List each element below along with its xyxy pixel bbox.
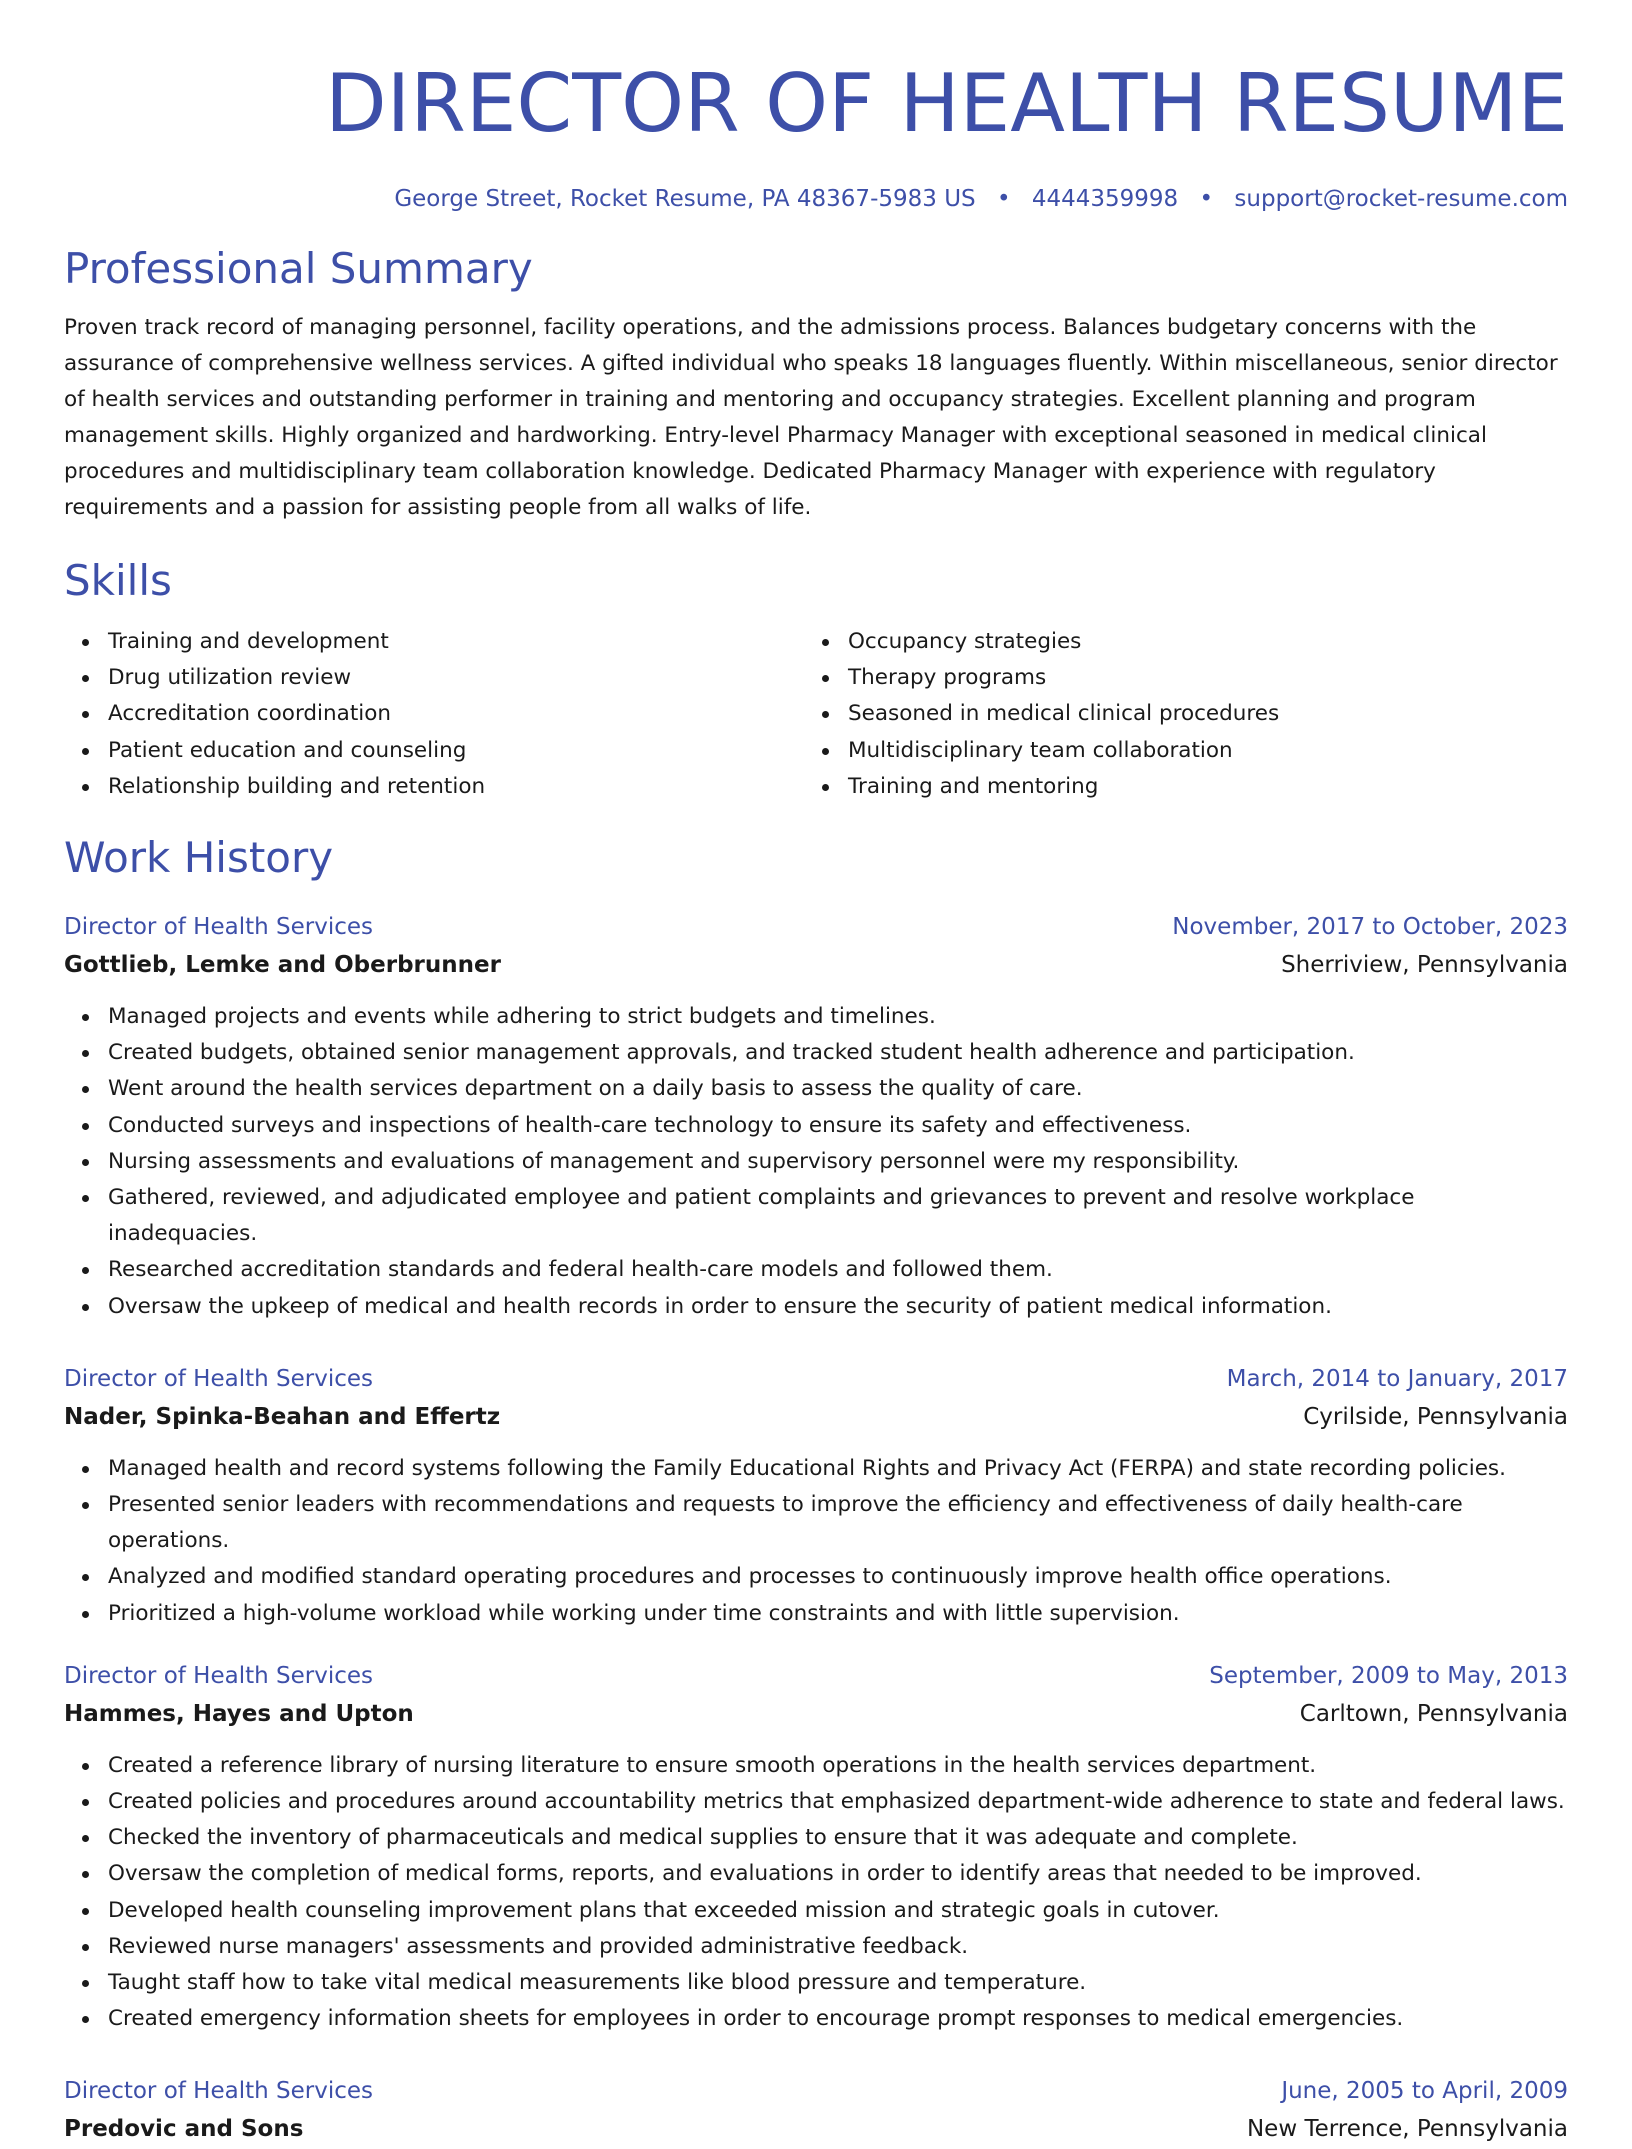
skill-item: Training and development xyxy=(108,624,804,660)
skills-column-right xyxy=(804,624,1544,805)
job-entry xyxy=(64,1658,1568,2038)
job-title: Director of Health Services xyxy=(64,2078,374,2105)
job-header xyxy=(64,1658,1568,1694)
resume-title: DIRECTOR OF HEALTH RESUME xyxy=(325,57,1568,150)
skills-column-left xyxy=(64,624,804,805)
responsibility-item: Created policies and procedures around accountability metrics that emphasized department-wide adherence to state and federal laws. xyxy=(108,1784,1568,1820)
responsibility-item: Nursing assessments and evaluations of management and supervisory personnel were my responsibility. xyxy=(108,1144,1568,1180)
skill-item: Multidisciplinary team collaboration xyxy=(848,733,1544,769)
job-header xyxy=(64,2073,1568,2109)
job-subheader xyxy=(64,1694,1568,1734)
responsibility-item: Reviewed nurse managers' assessments and provided administrative feedback. xyxy=(108,1929,1568,1965)
responsibility-item: Gathered, reviewed, and adjudicated employee and patient complaints and grievances to prevent and resolve workplace inadequacies. xyxy=(108,1180,1568,1252)
responsibility-item: Created a reference library of nursing literature to ensure smooth operations in the health services department. xyxy=(108,1748,1568,1784)
responsibility-item: Conducted surveys and inspections of health-care technology to ensure its safety and effectiveness. xyxy=(108,1108,1568,1144)
job-header xyxy=(64,909,1568,945)
job-title: Director of Health Services xyxy=(64,1662,374,1689)
skill-item: Drug utilization review xyxy=(108,660,804,696)
skill-item: Occupancy strategies xyxy=(848,624,1544,660)
job-company: Predovic and Sons xyxy=(64,2116,304,2143)
responsibility-item: Created emergency information sheets for employees in order to encourage prompt responses to medical emergencies. xyxy=(108,2001,1568,2037)
responsibility-item: Prioritized a high-volume workload while working under time constraints and with little supervision. xyxy=(108,1596,1568,1632)
job-company: Nader, Spinka-Beahan and Effertz xyxy=(64,1403,501,1430)
job-location: New Terrence, Pennsylvania xyxy=(1246,2116,1568,2143)
contact-email: support@rocket-resume.com xyxy=(1234,186,1568,212)
job-dates: November, 2017 to October, 2023 xyxy=(1172,914,1568,941)
responsibility-item: Researched accreditation standards and federal health-care models and followed them. xyxy=(108,1252,1568,1288)
skills-heading: Skills xyxy=(64,556,172,605)
responsibility-item: Managed projects and events while adhering to strict budgets and timelines. xyxy=(108,999,1568,1035)
job-dates: March, 2014 to January, 2017 xyxy=(1226,1365,1568,1392)
job-title: Director of Health Services xyxy=(64,914,374,941)
job-entry xyxy=(64,1361,1568,1632)
contact-phone: 4444359998 xyxy=(1031,186,1179,212)
job-location: Carltown, Pennsylvania xyxy=(1299,1700,1568,1727)
job-responsibilities xyxy=(64,1748,1568,2038)
job-title: Director of Health Services xyxy=(64,1365,374,1392)
responsibility-item: Oversaw the upkeep of medical and health records in order to ensure the security of patient medical information. xyxy=(108,1289,1568,1325)
responsibility-item: Presented senior leaders with recommendations and requests to improve the efficiency and effectiveness of daily health-care operations. xyxy=(108,1487,1568,1559)
job-subheader xyxy=(64,2109,1568,2149)
skill-item: Relationship building and retention xyxy=(108,769,804,805)
job-location: Sherriview, Pennsylvania xyxy=(1281,952,1568,979)
contact-address: George Street, Rocket Resume, PA 48367-5983 US xyxy=(394,186,976,212)
responsibility-item: Created budgets, obtained senior management approvals, and tracked student health adherence and participation. xyxy=(108,1035,1568,1071)
responsibility-item: Developed health counseling improvement plans that exceeded mission and strategic goals in cutover. xyxy=(108,1893,1568,1929)
responsibility-item: Went around the health services department on a daily basis to assess the quality of care. xyxy=(108,1071,1568,1107)
contact-line xyxy=(64,184,1568,214)
job-responsibilities xyxy=(64,1451,1568,1632)
job-dates: September, 2009 to May, 2013 xyxy=(1209,1662,1568,1689)
job-subheader xyxy=(64,1397,1568,1437)
job-entry xyxy=(64,909,1568,1325)
skill-item: Training and mentoring xyxy=(848,769,1544,805)
job-subheader xyxy=(64,945,1568,985)
skill-item: Patient education and counseling xyxy=(108,733,804,769)
responsibility-item: Taught staff how to take vital medical measurements like blood pressure and temperature. xyxy=(108,1965,1568,2001)
responsibility-item: Managed health and record systems following the Family Educational Rights and Privacy Act (FERPA) and state recording policies. xyxy=(108,1451,1568,1487)
skill-item: Accreditation coordination xyxy=(108,696,804,732)
job-responsibilities xyxy=(64,999,1568,1325)
skill-item: Therapy programs xyxy=(848,660,1544,696)
job-location: Cyrilside, Pennsylvania xyxy=(1303,1403,1568,1430)
responsibility-item: Analyzed and modified standard operating procedures and processes to continuously improve health office operations. xyxy=(108,1559,1568,1595)
job-entry xyxy=(64,2073,1568,2149)
responsibility-item: Checked the inventory of pharmaceuticals and medical supplies to ensure that it was adequate and complete. xyxy=(108,1820,1568,1856)
contact-separator: • xyxy=(996,186,1011,212)
summary-heading: Professional Summary xyxy=(64,244,533,293)
work-history-heading: Work History xyxy=(64,833,334,883)
skills-list xyxy=(64,624,1568,805)
job-company: Gottlieb, Lemke and Oberbrunner xyxy=(64,952,501,979)
responsibility-item: Oversaw the completion of medical forms, reports, and evaluations in order to identify areas that needed to be improved. xyxy=(108,1856,1568,1892)
job-header xyxy=(64,1361,1568,1397)
skill-item: Seasoned in medical clinical procedures xyxy=(848,696,1544,732)
job-company: Hammes, Hayes and Upton xyxy=(64,1700,414,1727)
job-dates: June, 2005 to April, 2009 xyxy=(1281,2078,1568,2105)
contact-separator: • xyxy=(1199,186,1214,212)
summary-text: Proven track record of managing personnel, facility operations, and the admissions process. Balances budgetary concerns with the assurance of comprehensive wellness services. A gifted individual who speaks 18 languages fluently. Within miscellaneous, senior director of health services and outstanding performer in training and mentoring and occupancy strategies. Excellent planning and program management skills. Highly organized and hardworking. Entry-level Pharmacy Manager with exceptional seasoned in medical clinical procedures and multidisciplinary team collaboration knowledge. Dedicated Pharmacy Manager with experience with regulatory requirements and a passion for assisting people from all walks of life. xyxy=(64,315,1558,520)
